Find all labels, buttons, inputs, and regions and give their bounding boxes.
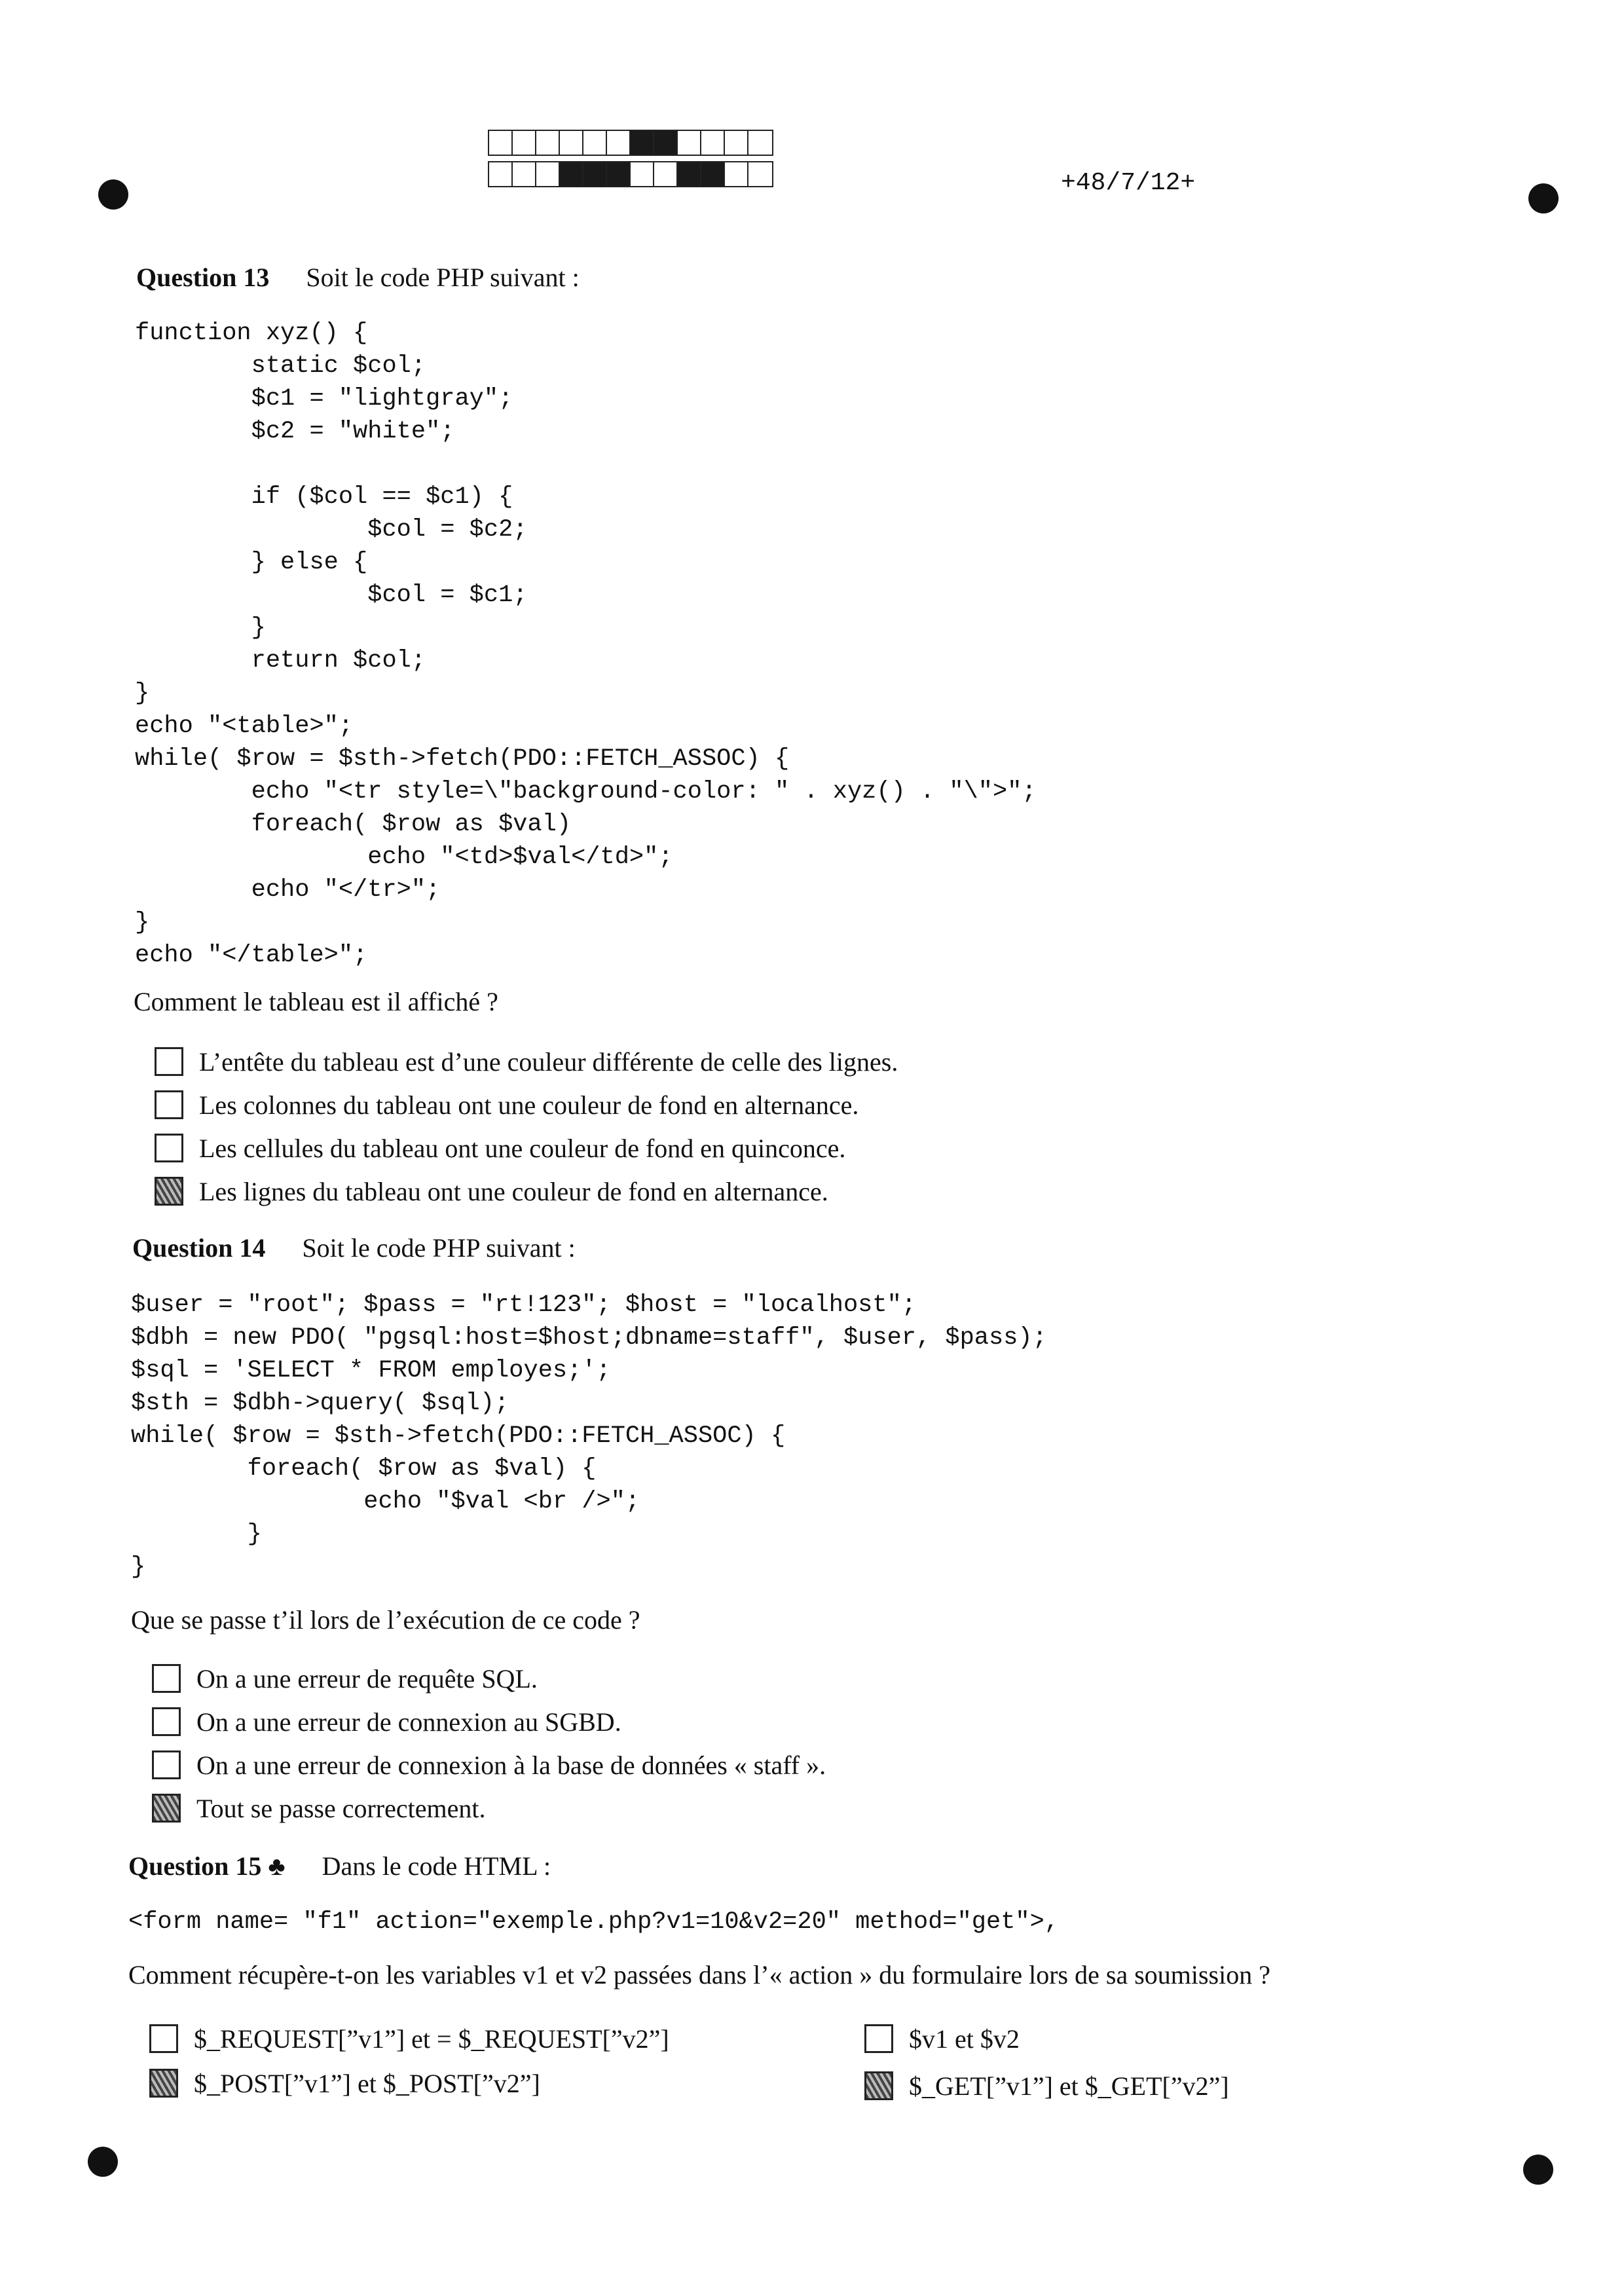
question-14-options	[152, 1657, 826, 1830]
checkbox-checked[interactable]	[149, 2069, 178, 2098]
answer-option-label: $_GET[”v1”] et $_GET[”v2”]	[909, 2071, 1229, 2101]
checkbox-checked[interactable]	[155, 1177, 183, 1206]
code-block-q15: <form name= "f1" action="exemple.php?v1=10&v2=20" method="get">,	[128, 1908, 1060, 1936]
barcode-cell	[678, 162, 701, 186]
question-number: Question 13	[136, 263, 270, 292]
checkbox[interactable]	[155, 1090, 183, 1119]
answer-option-label: Les colonnes du tableau ont une couleur de fond en alternance.	[199, 1090, 859, 1120]
question-intro: Soit le code PHP suivant :	[306, 263, 580, 292]
question-13-options	[155, 1040, 898, 1213]
registration-mark-top-right	[1528, 183, 1559, 213]
barcode-cell	[631, 162, 654, 186]
barcode-cell	[536, 162, 560, 186]
answer-option-label: Tout se passe correctement.	[196, 1793, 486, 1823]
question-intro: Soit le code PHP suivant :	[302, 1233, 576, 1263]
barcode-cell	[489, 131, 513, 155]
barcode-cell	[560, 131, 583, 155]
answer-option[interactable]	[155, 1126, 898, 1170]
barcode-cell	[607, 131, 631, 155]
checkbox[interactable]	[155, 1047, 183, 1076]
answer-option-label: Les lignes du tableau ont une couleur de fond en alternance.	[199, 1176, 828, 1206]
question-14-header	[132, 1232, 576, 1263]
answer-option[interactable]	[155, 1170, 898, 1213]
barcode-cell	[654, 162, 678, 186]
answer-option-label: Les cellules du tableau ont une couleur de fond en quinconce.	[199, 1133, 846, 1163]
answer-option[interactable]	[152, 1657, 826, 1700]
checkbox-checked[interactable]	[864, 2071, 893, 2100]
answer-option[interactable]	[152, 1743, 826, 1787]
answer-option-label: L’entête du tableau est d’une couleur différente de celle des lignes.	[199, 1046, 898, 1077]
barcode-cell	[489, 162, 513, 186]
barcode-cell	[725, 131, 748, 155]
barcode-cell	[631, 131, 654, 155]
question-intro: Dans le code HTML :	[322, 1851, 551, 1881]
barcode-cell	[725, 162, 748, 186]
answer-option-label: $_REQUEST[”v1”] et = $_REQUEST[”v2”]	[194, 2024, 669, 2054]
answer-option[interactable]	[864, 2017, 1020, 2060]
answer-option[interactable]	[155, 1040, 898, 1083]
answer-option[interactable]	[155, 1083, 898, 1126]
question-13-prompt: Comment le tableau est il affiché ?	[134, 987, 498, 1016]
answer-option[interactable]	[864, 2064, 1229, 2107]
checkbox-checked[interactable]	[152, 1794, 181, 1823]
barcode-cell	[536, 131, 560, 155]
answer-option-label: On a une erreur de connexion au SGBD.	[196, 1707, 621, 1737]
answer-option-label: $_POST[”v1”] et $_POST[”v2”]	[194, 2068, 540, 2098]
checkbox[interactable]	[152, 1750, 181, 1779]
answer-option-label: On a une erreur de requête SQL.	[196, 1663, 538, 1694]
question-number: Question 14	[132, 1233, 266, 1263]
barcode-cell	[701, 162, 725, 186]
checkbox[interactable]	[155, 1134, 183, 1162]
page-id: +48/7/12+	[1061, 169, 1196, 197]
barcode-cell	[678, 131, 701, 155]
question-13-header	[136, 262, 580, 293]
barcode-cell	[748, 162, 772, 186]
checkbox[interactable]	[152, 1707, 181, 1736]
answer-option[interactable]	[149, 2017, 669, 2060]
barcode-cell	[583, 131, 607, 155]
question-number: Question 15 ♣	[128, 1851, 286, 1881]
checkbox[interactable]	[152, 1664, 181, 1693]
barcode-row-1	[488, 130, 773, 156]
checkbox[interactable]	[864, 2024, 893, 2053]
registration-mark-bottom-left	[88, 2147, 118, 2177]
barcode-cell	[701, 131, 725, 155]
barcode-row-2	[488, 161, 773, 187]
code-block-q13: function xyz() { static $col; $c1 = "lightgray"; $c2 = "white"; if ($col == $c1) { $col = $c2; } else { $col = $c1; } return $col; } echo "<table>"; while( $row = $sth->fetch(PDO::FETCH_ASSOC) { echo "<tr style=\"background-color: " . xyz() . "\">"; foreach( $row as $val) echo "<td>$val</td>"; echo "</tr>"; } echo "</table>";	[135, 320, 1037, 969]
answer-option[interactable]	[152, 1700, 826, 1743]
answer-option[interactable]	[149, 2062, 540, 2105]
registration-mark-top-left	[98, 179, 128, 210]
barcode-cell	[583, 162, 607, 186]
question-15-prompt: Comment récupère-t-on les variables v1 et v2 passées dans l’« action » du formulaire lors de sa soumission ?	[128, 1960, 1270, 1990]
answer-option-label: On a une erreur de connexion à la base de données « staff ».	[196, 1750, 826, 1780]
barcode-cell	[607, 162, 631, 186]
question-15-header	[128, 1851, 551, 1881]
barcode-cell	[513, 162, 536, 186]
barcode-cell	[748, 131, 772, 155]
registration-mark-bottom-right	[1523, 2155, 1553, 2185]
code-block-q14: $user = "root"; $pass = "rt!123"; $host = "localhost"; $dbh = new PDO( "pgsql:host=$host;dbname=staff", $user, $pass); $sql = 'SELECT * FROM employes;'; $sth = $dbh->query( $sql); while( $row = $sth->fetch(PDO::FETCH_ASSOC) { foreach( $row as $val) { echo "$val <br />"; } }	[131, 1291, 1047, 1581]
checkbox[interactable]	[149, 2024, 178, 2053]
answer-option[interactable]	[152, 1787, 826, 1830]
barcode-cell	[560, 162, 583, 186]
answer-option-label: $v1 et $v2	[909, 2024, 1020, 2054]
question-14-prompt: Que se passe t’il lors de l’exécution de ce code ?	[131, 1605, 640, 1635]
barcode-cell	[513, 131, 536, 155]
barcode-cell	[654, 131, 678, 155]
